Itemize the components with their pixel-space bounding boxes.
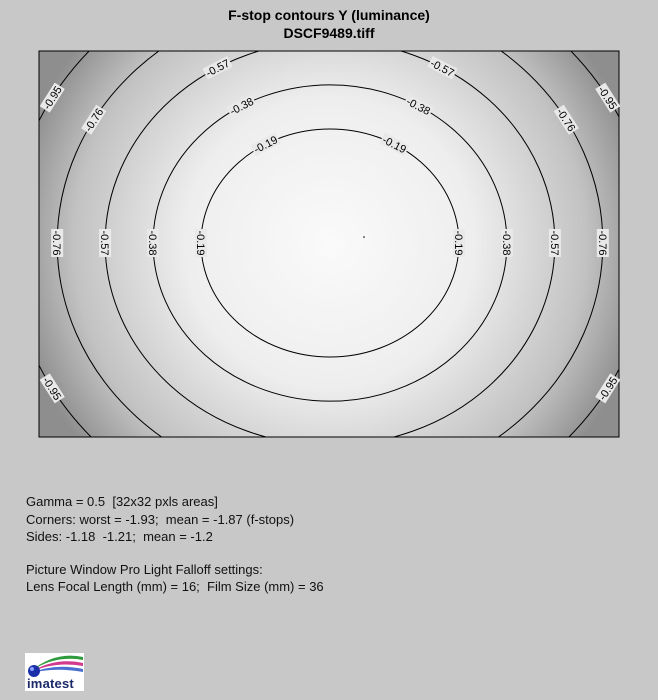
info-corners: Corners: worst = -1.93; mean = -1.87 (f-stops): [26, 512, 295, 527]
contour-label: -0.76: [50, 230, 63, 256]
contour-label: -0.38: [499, 230, 512, 256]
contour-label: -0.19: [194, 230, 206, 256]
chart-subtitle: DSCF9489.tiff: [283, 25, 375, 41]
contour-label: -0.95: [41, 84, 65, 112]
contour-label: -0.19: [252, 134, 280, 157]
info-lens-settings: Lens Focal Length (mm) = 16; Film Size (mm) = 36: [26, 579, 324, 594]
contour-label: -0.19: [380, 134, 408, 157]
info-sides: Sides: -1.18 -1.21; mean = -1.2: [26, 529, 213, 544]
plot-area: [39, 51, 619, 437]
contour-label: -0.38: [404, 95, 432, 118]
center-marker: [363, 236, 365, 238]
contour-label: -0.57: [204, 57, 232, 80]
contour-label: -0.76: [82, 106, 107, 135]
imatest-logo-text: imatest: [27, 676, 74, 691]
contour-label: -0.95: [596, 375, 621, 403]
contour-label: -0.57: [98, 230, 111, 256]
contour-label: -0.95: [39, 375, 64, 403]
info-pwp-settings: Picture Window Pro Light Falloff settings:: [26, 562, 263, 577]
contour-label: -0.57: [547, 230, 560, 256]
contour-label: -0.95: [595, 84, 619, 112]
contour-label: -0.19: [452, 230, 464, 256]
chart-title: F-stop contours Y (luminance): [228, 7, 430, 23]
info-gamma: Gamma = 0.5 [32x32 pxls areas]: [26, 494, 218, 509]
contour-label: -0.38: [228, 95, 256, 118]
contour-label: -0.57: [428, 57, 456, 80]
contour-label: -0.76: [595, 230, 608, 256]
contour-label: -0.76: [553, 106, 578, 135]
contour-label: -0.38: [146, 230, 159, 256]
